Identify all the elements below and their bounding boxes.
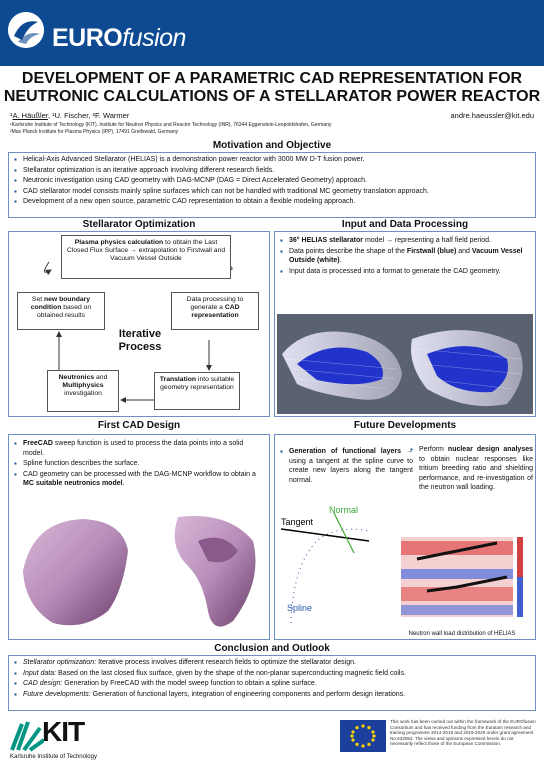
cad-box (8, 434, 270, 640)
boundary-box: Set new boundary condition based on obtained results (17, 292, 105, 330)
authors: ¹A. Häußler, ¹U. Fischer, ²F. Warmer (10, 111, 130, 120)
translation-box: Translation into suitable geometry representation (154, 372, 240, 410)
spline-tangent-diagram (279, 503, 389, 635)
conclusion-item: ▪ Input data: Based on the last closed flux surface, given by the shape of the non-planar superconducting magnetic field coils. (13, 669, 531, 679)
input-item: ▪ 36° HELIAS stellarator model → representing a half field period. (279, 236, 531, 246)
affiliation-2: ²Max Planck Institute for Plasma Physics (IPP), 17491 Greifswald, Germany (10, 129, 179, 135)
future-list-left (279, 447, 413, 486)
motivation-heading: Motivation and Objective (212, 140, 332, 151)
cad-rep-box: Data processing to generate a CAD representation (171, 292, 259, 330)
input-box (274, 231, 536, 417)
kit-logo-icon (10, 718, 44, 752)
cad-heading: First CAD Design (97, 420, 181, 431)
eu-disclaimer: This work has been carried out within the framework of the EUROfusion Consortium and has received funding from the Euratom research and training programme 2014-2018 and 2019-2020 under grant agreement No 633053. The views and opinions expressed herein do not necessarily reflect those of the European Commission. (390, 719, 536, 747)
eurofusion-logo (8, 12, 44, 48)
neutronics-box: Neutronics and Multiphysics investigation (47, 370, 119, 412)
stellarator-mesh-image (277, 314, 533, 414)
email[interactable]: andre.haeussler@kit.edu (450, 111, 534, 120)
plasma-calc-box: Plasma physics calculation to obtain the Last Closed Flux Surface → extrapolation to Firstwall and Vacuum Vessel Outside (61, 235, 231, 279)
motivation-item: ▪ CAD stellarator model consists mainly spline surfaces which can not be handled with traditional MC geometry translation approach. (13, 187, 531, 197)
cad-list (13, 439, 265, 489)
kit-logo (10, 716, 120, 764)
future-item: ▪ Perform nuclear design analyses to obtain nuclear responses like tritium breeding ratio and shielding performance, and re-investigation of the neutron wall loading. (409, 445, 533, 493)
future-list-right (409, 445, 533, 494)
input-item: ▪ Data points describe the shape of the Firstwall (blue) and Vacuum Vessel Outside (white). (279, 247, 531, 266)
future-heading: Future Developments (353, 420, 457, 431)
kit-subtitle: Karlsruhe Institute of Technology (10, 754, 97, 760)
motivation-list (13, 155, 531, 207)
normal-label: Normal (329, 505, 359, 515)
conclusion-list (13, 658, 531, 699)
input-item: ▪ Input data is processed into a format to generate the CAD geometry. (279, 267, 531, 277)
header-banner (0, 0, 544, 66)
wall-load-heatmap (387, 531, 533, 627)
optimization-box (8, 231, 270, 417)
cad-item: ▪ FreeCAD sweep function is used to process the data points into a solid model. (13, 439, 265, 458)
iterative-process-label: Iterative Process (118, 328, 162, 353)
eurofusion-wordmark: EUROfusion (52, 24, 186, 52)
input-list (279, 236, 531, 276)
kit-wordmark: KIT (42, 716, 85, 747)
input-heading: Input and Data Processing (341, 219, 469, 230)
cad-item: ▪ Spline function describes the surface. (13, 459, 265, 469)
conclusion-item: ▪ CAD design: Generation by FreeCAD with the model sweep function to obtain a spline surface. (13, 679, 531, 689)
conclusion-heading: Conclusion and Outlook (214, 643, 330, 654)
tangent-label: Tangent (281, 517, 314, 527)
heatmap-caption: Neutron wall load distribution of HELIAS (408, 631, 516, 637)
future-box (274, 434, 536, 640)
motivation-item: ▪ Neutronic investigation using CAD geometry with DAG-MCNP (DAG = Direct Accelerated Geometry) approach. (13, 176, 531, 186)
conclusion-item: ▪ Future developments: Generation of functional layers, integration of engineering components and perform design iterations. (13, 690, 531, 700)
motivation-box (8, 152, 536, 218)
motivation-item: ▪ Development of a new open source, parametric CAD representation to obtain a flexible modeling approach. (13, 197, 531, 207)
spline-label: Spline (287, 603, 313, 613)
conclusion-item: ▪ Stellarator optimization: Iterative process involves different research fields to optimize the stellarator design. (13, 658, 531, 668)
motivation-item: ▪ Stellarator optimization is an iterative approach involving different research fields. (13, 166, 531, 176)
poster-title: DEVELOPMENT OF A PARAMETRIC CAD REPRESENTATION FOR NEUTRONIC CALCULATIONS OF A STELLARATOR POWER REACTOR (3, 70, 541, 105)
eu-flag (340, 720, 386, 752)
optimization-heading: Stellarator Optimization (82, 219, 196, 230)
cad-item: ▪ CAD geometry can be processed with the DAG-MCNP workflow to obtain a MC suitable neutronics model. (13, 470, 265, 489)
conclusion-box (8, 655, 536, 711)
motivation-item: ▪ Helical-Axis Advanced Stellarator (HELIAS) is a demonstration power reactor with 3000 MW D-T fusion power. (13, 155, 531, 165)
cad-model-images (13, 511, 267, 637)
future-item: ▪ Generation of functional layers → using a tangent at the spline curve to create new layers along the tangent normal. (279, 447, 413, 485)
affiliation-1: ¹Karlsruhe Institute of Technology (KIT), Institute for Neutron Physics and Reactor Technology (INR), 76344 Eggenstein-Leopoldshafen, Germany (10, 122, 332, 128)
eu-stars-icon (340, 720, 386, 752)
